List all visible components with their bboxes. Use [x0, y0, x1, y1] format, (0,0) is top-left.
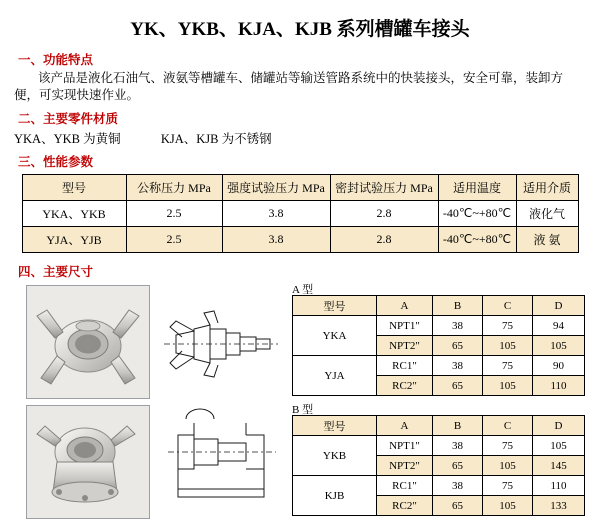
dim-cell: 38 — [433, 356, 483, 376]
table-row — [22, 201, 578, 227]
table-row — [293, 476, 585, 496]
dim-model-cell: YJA — [293, 356, 377, 396]
table-row — [22, 227, 578, 253]
dim-cell: NPT1" — [377, 436, 433, 456]
coupling-row-a — [0, 285, 600, 401]
dim-cell: 110 — [533, 376, 585, 396]
dim-cell: 105 — [533, 436, 585, 456]
dim-header-cell: C — [483, 416, 533, 436]
spec-cell: -40℃~+80℃ — [438, 227, 516, 253]
dim-cell: 65 — [433, 336, 483, 356]
dim-header-cell: B — [433, 416, 483, 436]
dim-cell: 90 — [533, 356, 585, 376]
coupling-photo-b-graphic — [27, 406, 149, 518]
dim-model-cell: KJB — [293, 476, 377, 516]
spec-cell: 2.8 — [330, 227, 438, 253]
dim-header-cell: A — [377, 416, 433, 436]
dim-cell: 75 — [483, 356, 533, 376]
dim-cell: 94 — [533, 316, 585, 336]
dim-model-cell: YKA — [293, 316, 377, 356]
dim-cell: 75 — [483, 316, 533, 336]
dim-header-cell: D — [533, 416, 585, 436]
dim-cell: 75 — [483, 476, 533, 496]
coupling-drawing-b — [160, 405, 282, 517]
dim-cell: 105 — [533, 336, 585, 356]
dim-cell: RC2" — [377, 376, 433, 396]
spec-header-cell: 公称压力 MPa — [126, 175, 222, 201]
spec-table — [22, 174, 579, 253]
dim-cell: 105 — [483, 336, 533, 356]
spec-header-cell: 强度试验压力 MPa — [222, 175, 330, 201]
dim-cell: 65 — [433, 376, 483, 396]
dim-cell: NPT2" — [377, 456, 433, 476]
coupling-photo-a-graphic — [27, 286, 149, 398]
dim-cell: 145 — [533, 456, 585, 476]
features-heading: 一、功能特点 — [18, 53, 94, 67]
dimension-section — [0, 285, 600, 521]
spec-header-cell: 型号 — [22, 175, 126, 201]
material-text-right: KJA、KJB 为不锈钢 — [160, 132, 272, 146]
dim-cell: 65 — [433, 456, 483, 476]
dim-table-b-label: B 型 — [292, 404, 314, 416]
dim-table-a — [292, 295, 585, 396]
dim-cell: 38 — [433, 436, 483, 456]
dim-table-b-header-row — [293, 416, 585, 436]
coupling-drawing-b-graphic — [160, 405, 282, 517]
dim-cell: 110 — [533, 476, 585, 496]
spec-cell: YJA、YJB — [22, 227, 126, 253]
material-text-left: YKA、YKB 为黄铜 — [14, 132, 121, 146]
dim-header-cell: 型号 — [293, 296, 377, 316]
dimension-heading: 四、主要尺寸 — [18, 265, 94, 279]
spec-cell: YKA、YKB — [22, 201, 126, 227]
coupling-drawing-a — [160, 285, 282, 397]
dim-table-a-header-row — [293, 296, 585, 316]
coupling-photo-a — [26, 285, 150, 399]
coupling-row-b — [0, 405, 600, 521]
dim-cell: 65 — [433, 496, 483, 516]
coupling-photo-b — [26, 405, 150, 519]
dim-cell: 38 — [433, 476, 483, 496]
dim-cell: 105 — [483, 456, 533, 476]
dim-cell: 105 — [483, 496, 533, 516]
dim-cell: 133 — [533, 496, 585, 516]
spec-cell: 液化气 — [516, 201, 578, 227]
spec-cell: 2.5 — [126, 201, 222, 227]
material-text — [14, 129, 600, 147]
dim-table-b — [292, 415, 585, 516]
table-row — [293, 356, 585, 376]
dim-cell: 75 — [483, 436, 533, 456]
dim-cell: 38 — [433, 316, 483, 336]
features-text: 该产品是液化石油气、液氨等槽罐车、储罐站等输送管路系统中的快装接头，安全可靠，装卸方便，可实现快速作业。 — [14, 71, 564, 102]
dim-cell: RC2" — [377, 496, 433, 516]
dim-header-cell: 型号 — [293, 416, 377, 436]
dim-header-cell: B — [433, 296, 483, 316]
dim-cell: NPT1" — [377, 316, 433, 336]
dim-cell: NPT2" — [377, 336, 433, 356]
page-title: YK、YKB、KJA、KJB 系列槽罐车接头 — [130, 19, 470, 40]
dim-header-cell: D — [533, 296, 585, 316]
spec-cell: 液 氨 — [516, 227, 578, 253]
spec-header-cell: 适用温度 — [438, 175, 516, 201]
spec-table-header-row — [22, 175, 578, 201]
coupling-drawing-a-graphic — [160, 285, 282, 397]
performance-heading: 三、性能参数 — [18, 155, 94, 169]
spec-header-cell: 适用介质 — [516, 175, 578, 201]
dim-cell: RC1" — [377, 356, 433, 376]
spec-cell: -40℃~+80℃ — [438, 201, 516, 227]
spec-cell: 3.8 — [222, 227, 330, 253]
spec-cell: 3.8 — [222, 201, 330, 227]
dim-model-cell: YKB — [293, 436, 377, 476]
dim-cell: RC1" — [377, 476, 433, 496]
spec-header-cell: 密封试验压力 MPa — [330, 175, 438, 201]
dim-cell: 105 — [483, 376, 533, 396]
table-row — [293, 436, 585, 456]
spec-cell: 2.5 — [126, 227, 222, 253]
spec-cell: 2.8 — [330, 201, 438, 227]
dim-header-cell: C — [483, 296, 533, 316]
table-row — [293, 316, 585, 336]
material-heading: 二、主要零件材质 — [18, 112, 119, 126]
dim-table-a-label: A 型 — [292, 284, 314, 296]
dim-header-cell: A — [377, 296, 433, 316]
